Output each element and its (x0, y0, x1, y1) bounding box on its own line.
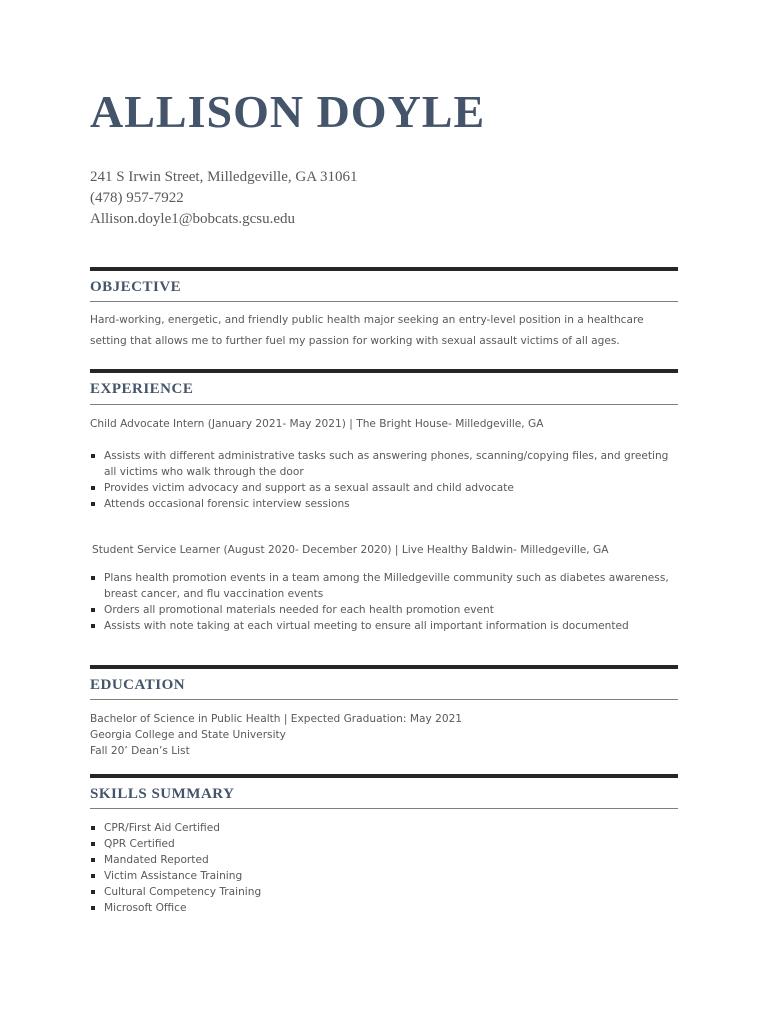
list-item (90, 602, 670, 618)
skill-text: QPR Certified (104, 838, 175, 850)
duty-text: Orders all promotional materials needed for each health promotion event (104, 604, 494, 616)
education-bottom-rule (90, 699, 678, 700)
skill-text: Victim Assistance Training (104, 870, 243, 882)
skills-list (90, 820, 670, 916)
objective-heading: OBJECTIVE (90, 279, 182, 295)
degree-line: Bachelor of Science in Public Health | Expected Graduation: May 2021 (90, 713, 463, 725)
phone-number: (478) 957-7922 (90, 190, 184, 206)
bullet-marker (91, 890, 95, 894)
job-title: Child Advocate Intern (January 2021- May 2021) | The Bright House- Milledgeville, GA (90, 418, 544, 430)
school-line: Georgia College and State University (90, 729, 286, 741)
job-duties-list (90, 448, 670, 512)
education-details (90, 711, 680, 759)
bullet-marker (91, 502, 95, 506)
list-item (90, 852, 670, 868)
candidate-name: ALLISON DOYLE (90, 86, 486, 137)
duty-text: Assists with different administrative tasks such as answering phones, scanning/copying files, and greeting all victims who walk through the door (104, 450, 669, 478)
email-address: Allison.doyle1@bobcats.gcsu.edu (90, 211, 296, 227)
education-top-rule (90, 665, 678, 669)
bullet-marker (91, 858, 95, 862)
list-item (90, 618, 670, 634)
skill-text: Microsoft Office (104, 902, 187, 914)
honors-line: Fall 20’ Dean’s List (90, 745, 190, 757)
objective-text: Hard-working, energetic, and friendly public health major seeking an entry-level position in a healthcare setting that allows me to further fuel my passion for working with sexual assault victims of all ages. (90, 314, 644, 347)
objective-bottom-rule (90, 301, 678, 302)
job-duties-list (90, 570, 670, 634)
duty-text: Plans health promotion events in a team among the Milledgeville community such as diabetes awareness, breast cancer, and flu vaccination events (104, 572, 669, 600)
list-item (90, 868, 670, 884)
education-heading: EDUCATION (90, 677, 186, 693)
list-item (90, 900, 670, 916)
bullet-marker (91, 826, 95, 830)
bullet-marker (91, 874, 95, 878)
duty-text: Assists with note taking at each virtual meeting to ensure all important information is documented (104, 620, 629, 632)
skill-text: CPR/First Aid Certified (104, 822, 220, 834)
address: 241 S Irwin Street, Milledgeville, GA 31061 (90, 169, 358, 185)
experience-heading: EXPERIENCE (90, 381, 194, 397)
list-item (90, 570, 670, 602)
skill-text: Mandated Reported (104, 854, 209, 866)
bullet-marker (91, 624, 95, 628)
bullet-marker (91, 842, 95, 846)
skill-text: Cultural Competency Training (104, 886, 262, 898)
objective-top-rule (90, 267, 678, 271)
list-item (90, 496, 670, 512)
duty-text: Attends occasional forensic interview sessions (104, 498, 350, 510)
bullet-marker (91, 454, 95, 458)
contact-block (90, 167, 357, 230)
list-item (90, 448, 670, 480)
bullet-marker (91, 576, 95, 580)
duty-text: Provides victim advocacy and support as a sexual assault and child advocate (104, 482, 514, 494)
list-item (90, 820, 670, 836)
experience-bottom-rule (90, 404, 678, 405)
bullet-marker (91, 608, 95, 612)
list-item (90, 480, 670, 496)
bullet-marker (91, 906, 95, 910)
skills-heading: SKILLS SUMMARY (90, 786, 235, 802)
list-item (90, 884, 670, 900)
bullet-marker (91, 486, 95, 490)
job-title: Student Service Learner (August 2020- December 2020) | Live Healthy Baldwin- Milledgeville, GA (92, 544, 609, 556)
experience-top-rule (90, 369, 678, 373)
skills-top-rule (90, 774, 678, 778)
list-item (90, 836, 670, 852)
skills-bottom-rule (90, 808, 678, 809)
